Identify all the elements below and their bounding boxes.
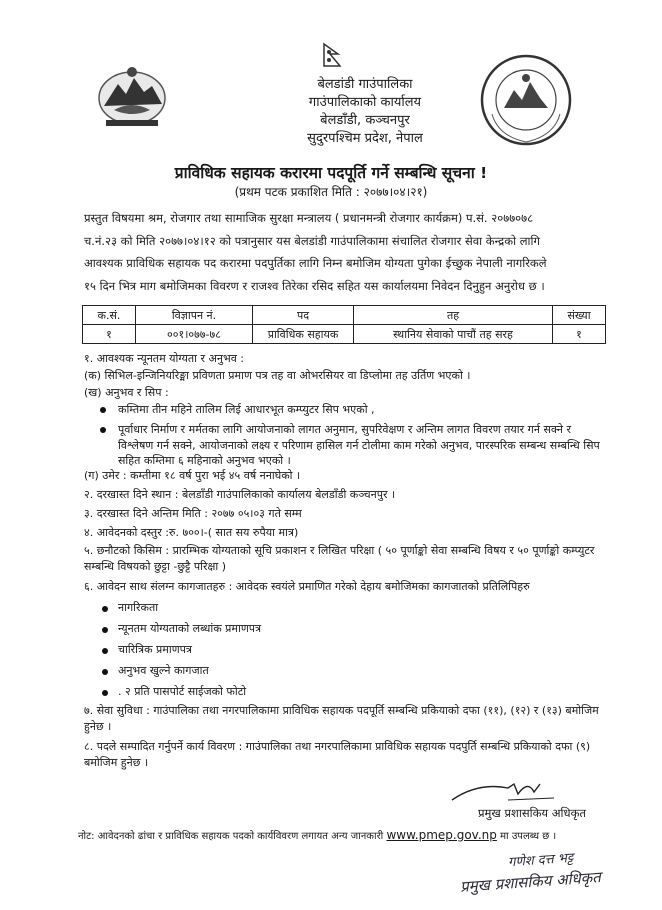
col-header-ad-no: विज्ञापन नं.	[136, 306, 253, 325]
col-header-sn: क.सं.	[83, 306, 136, 325]
signatory-designation: प्रमुख प्रशासकिय अधिकृत	[478, 806, 586, 820]
notice-title: प्राविधिक सहायक करारमा पदपूर्ति गर्ने सम्बन्धि सूचना !	[174, 164, 488, 182]
office-address: बेलडाँडी, कञ्चनपुर	[320, 113, 410, 128]
intro-line: प्रस्तुत विषयमा श्रम, रोजगार तथा सामाजिक सुरक्षा मन्त्रालय ( प्रधानमन्त्री रोजगार कार्यक्रम) प.सं. २०७७०७८	[84, 211, 534, 225]
footnote	[78, 828, 556, 844]
requirement-ka: (क) सिभिल-इन्जिनियरिङ्मा प्रविणता प्रमाण पत्र तह वा ओभरसियर वा डिप्लोमा तह उर्तिण भएको ।	[84, 369, 471, 382]
cell-sn: १	[83, 325, 136, 344]
item-6: ६. आवेदन साथ संलग्न कागजातहरु : आवेदक स्वयंले प्रमाणित गरेको देहाय बमोजिमका कागजातको प्रतिलिपिहरु	[84, 580, 530, 593]
item-4: ४. आवेदनको दस्तुर :रु. ७००।-( सात सय रुपैया मात्र)	[84, 526, 299, 539]
handwritten-name: गणेश दत्त भट्ट	[507, 850, 574, 871]
footnote-suffix: मा उपलब्ध छ ।	[500, 831, 557, 842]
table-row	[83, 325, 606, 344]
item-3: ३. दरखास्त दिने अन्तिम मिति : २०७७ ०५।०३ गते सम्म	[84, 507, 302, 520]
document-item: न्यूनतम योग्यताको लब्धांक प्रमाणपत्र	[118, 622, 262, 635]
requirement-kha: (ख) अनुभव र सिप :	[84, 386, 169, 399]
bullet-icon	[102, 648, 108, 654]
office-province: सुदुरपश्चिम प्रदेश, नेपाल	[307, 131, 423, 146]
requirements-heading: १. आवश्यक न्यूनतम योग्यता र अनुभव :	[84, 352, 245, 365]
col-header-count: संख्या	[553, 306, 606, 325]
bullet-icon	[100, 407, 106, 413]
signature-scribble	[448, 776, 558, 806]
bullet-icon	[102, 627, 108, 633]
footnote-url-link[interactable]: www.pmep.gov.np	[386, 828, 497, 842]
table-header-row	[83, 306, 606, 325]
footnote-text: नोट: आवेदनको ढांचा र प्राविधिक सहायक पदको कार्यविवरण लगायत अन्य जानकारी	[78, 831, 384, 842]
document-item: नागरिकता	[118, 601, 159, 614]
col-header-level: तह	[354, 306, 553, 325]
skill-item: कम्तिमा तीन महिने तालिम लिई आधारभूत कम्प्युटर सिप भएको ,	[118, 403, 375, 416]
document-item: अनुभव खुल्ने कागजात	[118, 664, 209, 677]
requirement-ga: (ग) उमेर : कम्तीमा १८ वर्ष पुरा भई ४५ वर्ष ननाघेको ।	[84, 469, 301, 482]
cell-count: १	[553, 325, 606, 344]
item-8: ८. पदले सम्पादित गर्नुपर्ने कार्य विवरण : गाउंपालिका तथा नगरपालिकामा प्राविधिक सहायक पदपुर्ति सम्बन्धि प्रकियाको दफा (९) बमोजिम हुनेछ ।	[84, 740, 591, 769]
published-date: (प्रथम पटक प्रकाशित मिति : २०७७।०४।२१)	[234, 185, 428, 199]
nepal-emblem-logo	[92, 62, 172, 132]
office-name: बेलडांडी गाउंपालिका	[317, 77, 413, 92]
vacancy-table	[82, 305, 606, 344]
col-header-post: पद	[253, 306, 354, 325]
cell-level: स्थानिय सेवाको पाचौं तह सरह	[354, 325, 553, 344]
bullet-icon	[102, 669, 108, 675]
intro-line: आवश्यक प्राविधिक सहायक पद करारमा पदपुर्तिका लागि निम्न बमोजिम योग्यता पुगेका ईच्छुक नेपाली नागरिकले	[84, 256, 547, 270]
bullet-icon	[102, 690, 108, 696]
intro-paragraph	[84, 207, 604, 297]
item-5: ५. छनौटको किसिम : प्रारम्भिक योग्यताको सूचि प्रकाशन र लिखित परिक्षा ( ५० पूर्णाङ्को सेवा सम्बन्धि विषय र ५० पूर्णाङ्को कम्प्युटर सम्बन्धि विषयको छुट्टा -छुट्टै परिक्षा )	[84, 544, 595, 573]
office-seal-stamp	[478, 52, 574, 148]
office-subtitle: गाउंपालिकाको कार्यालय	[308, 95, 422, 110]
handwritten-title: प्रमुख प्रशासकिय अधिकृत	[459, 868, 602, 896]
intro-line: १५ दिन भित्र माग बमोजिमका विवरण र राजश्व तिरेका रसिद सहित यस कार्यालयमा निवेदन दिनुहुन अनुरोध छ ।	[84, 278, 545, 293]
item-2: २. दरखास्त दिने स्थान : बेलडाँडी गाउंपालिकाको कार्यालय बेलडाँडी कञ्चनपुर ।	[84, 488, 396, 501]
bullet-icon	[102, 606, 108, 612]
cell-post: प्राविधिक सहायक	[253, 325, 354, 344]
nepal-flag-icon	[322, 42, 342, 70]
document-item: चारित्रिक प्रमाणपत्र	[118, 643, 193, 656]
document-item: . २ प्रति पासपोर्ट साईजको फोटो	[118, 685, 247, 698]
intro-line: च.नं.२३ को मिति २०७७।०४।१२ को पत्रानुसार यस बेलडांडी गाउंपालिकामा संचालित रोजगार सेवा केन्द्रको लागि	[84, 233, 540, 248]
item-7: ७. सेवा सुविधा : गाउंपालिका तथा नगरपालिकामा प्राविधिक सहायक पदपूर्ति सम्बन्धि प्रकियाको दफा (११), (१२) र (१३) बमोजिम हुनेछ ।	[84, 704, 599, 733]
bullet-icon	[100, 427, 106, 433]
cell-ad-no: ००१।०७७-७८	[136, 325, 253, 344]
skill-item: पूर्वाधार निर्माण र मर्मतका लागि आयोजनाको लागत अनुमान, सुपरिवेक्षण र अन्तिम लागत विवरण तयार गर्न सक्ने र विश्लेषण गर्न सक्ने, आयोजनाको लक्ष्य र परिणाम हासिल गर्न टोलीमा काम गरेको अनुभव, पारस्परिक सम्बन्ध सम्बन्धि सिप सहित कम्तिमा ६ महिनाको अनुभव भएको ।	[118, 423, 600, 467]
